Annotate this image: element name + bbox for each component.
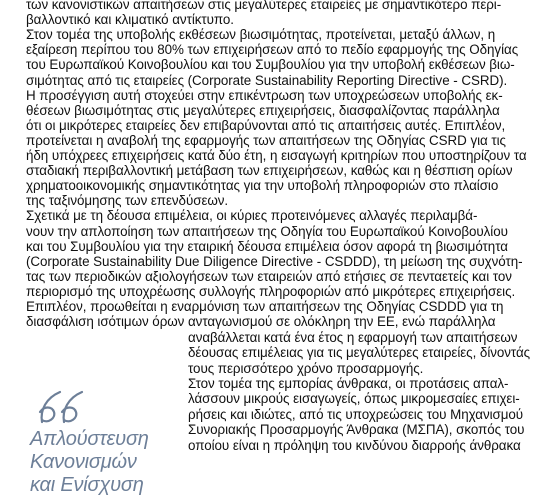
pull-quote-line: και Ενίσχυση bbox=[30, 474, 144, 496]
body-text-line: ότι οι μικρότερες εταιρείες δεν επιβαρύνονται από τις απαιτήσεις αυτές. Επιπλέον, bbox=[26, 117, 506, 133]
body-text-line: Επιπλέον, προωθείται η εναρμόνιση των απαιτήσεων της Οδηγίας CSDDD για τη bbox=[26, 299, 504, 314]
body-text-line: Η προσέγγιση αυτή στοχεύει στην επικέντρωση των υποχρεώσεων υποβολής εκ- bbox=[26, 87, 503, 103]
body-text-line: των κανονιστικών απαιτήσεων στις μεγαλύτερες εταιρείες με σημαντικότερο περι- bbox=[26, 0, 502, 12]
body-text-line: εξαίρεση περίπου του 80% των επιχειρήσεων από το πεδίο εφαρμογής της Οδηγίας bbox=[26, 42, 519, 58]
body-text-line: Σχετικά με τη δέουσα επιμέλεια, οι κύριες προτεινόμενες αλλαγές περιλαμβά- bbox=[26, 208, 478, 224]
body-text-line: βαλλοντικό και κλιματικό αντίκτυπο. bbox=[26, 12, 234, 28]
body-text-line: χρηματοοικονομικής σημαντικότητας για την υποβολή πληροφοριών στο πλαίσιο bbox=[26, 178, 499, 194]
body-text-line: προτείνεται η αναβολή της εφαρμογής των απαιτήσεων της Οδηγίας CSRD για τις bbox=[26, 132, 506, 148]
body-text-line: τας των περιοδικών αξιολογήσεων των εταιρειών από ετήσιες σε πενταετείς και τον bbox=[26, 268, 512, 284]
body-text-line: οποίου είναι η πρόληψη του κινδύνου διαρροής άνθρακα bbox=[188, 437, 521, 453]
body-text-line: τους περισσότερο χρόνο προσαρμογής. bbox=[188, 360, 424, 376]
body-text-line: περιορισμό της υποχρέωσης συλλογής πληροφοριών από μικρότερες επιχειρήσεις. bbox=[26, 283, 516, 299]
body-text-line: σταδιακή περιβαλλοντική μετάβαση των επιχειρήσεων, καθώς και η θέσπιση ορίων bbox=[26, 163, 513, 179]
body-text-line: ρήσεις και ιδιώτες, από τις υποχρεώσεις του Μηχανισμού bbox=[188, 406, 524, 422]
opening-quote-icon bbox=[34, 388, 154, 428]
body-text-line: Συνοριακής Προσαρμογής Άνθρακα (ΜΣΠΑ), σκοπός του bbox=[188, 422, 525, 438]
body-text-line: σιμότητας από τις εταιρείες (Corporate Sustainability Reporting Directive - CSRD). bbox=[26, 72, 508, 88]
body-text-line: λάσσουν μικρούς εισαγωγείς, όπως μικρομεσαίες επιχει- bbox=[188, 391, 520, 407]
body-text-line: θέσεων βιωσιμότητας στις μεγαλύτερες επιχειρήσεις, διασφαλίζοντας παράλληλα bbox=[26, 102, 500, 118]
body-text-line: διασφάλιση ισότιμων όρων ανταγωνισμού σε ολόκληρη την ΕΕ, ενώ παράλληλα bbox=[26, 314, 496, 330]
body-text-line: και του Συμβουλίου για την εταιρική δέουσα επιμέλεια όσον αφορά τη βιωσιμότητα bbox=[26, 238, 508, 254]
body-text-line: ήδη υπόχρεες επιχειρήσεις κατά δύο έτη, η εισαγωγή κριτηρίων που υποστηρίζουν τα bbox=[26, 148, 527, 163]
pull-quote-line: Κανονισμών bbox=[30, 451, 137, 473]
body-text-line: αναβάλλεται κατά ένα έτος η εφαρμογή των απαιτήσεων bbox=[188, 329, 518, 345]
body-text-line: της ταξινόμησης των επενδύσεων. bbox=[26, 193, 229, 209]
body-text-line: του Ευρωπαϊκού Κοινοβουλίου και του Συμβουλίου για την υποβολή εκθέσεων βιω- bbox=[26, 57, 515, 73]
body-text-line: νουν την απλοποίηση των απαιτήσεων της Οδηγία του Ευρωπαϊκού Κοινοβουλίου bbox=[26, 223, 508, 239]
body-text-line: (Corporate Sustainability Due Diligence Directive - CSDDD), τη μείωση της συχνότη- bbox=[26, 253, 523, 269]
pull-quote-line: Απλούστευση bbox=[30, 428, 149, 450]
pull-quote bbox=[26, 388, 176, 500]
body-text-line: δέουσας επιμέλειας για τις μεγαλύτερες εταιρείες, δίνοντάς bbox=[188, 345, 531, 361]
body-text-line: Στον τομέα της εμπορίας άνθρακα, οι προτάσεις απαλ- bbox=[188, 375, 509, 391]
body-text-line: Στον τομέα της υποβολής εκθέσεων βιωσιμότητας, προτείνεται, μεταξύ άλλων, η bbox=[26, 27, 496, 43]
